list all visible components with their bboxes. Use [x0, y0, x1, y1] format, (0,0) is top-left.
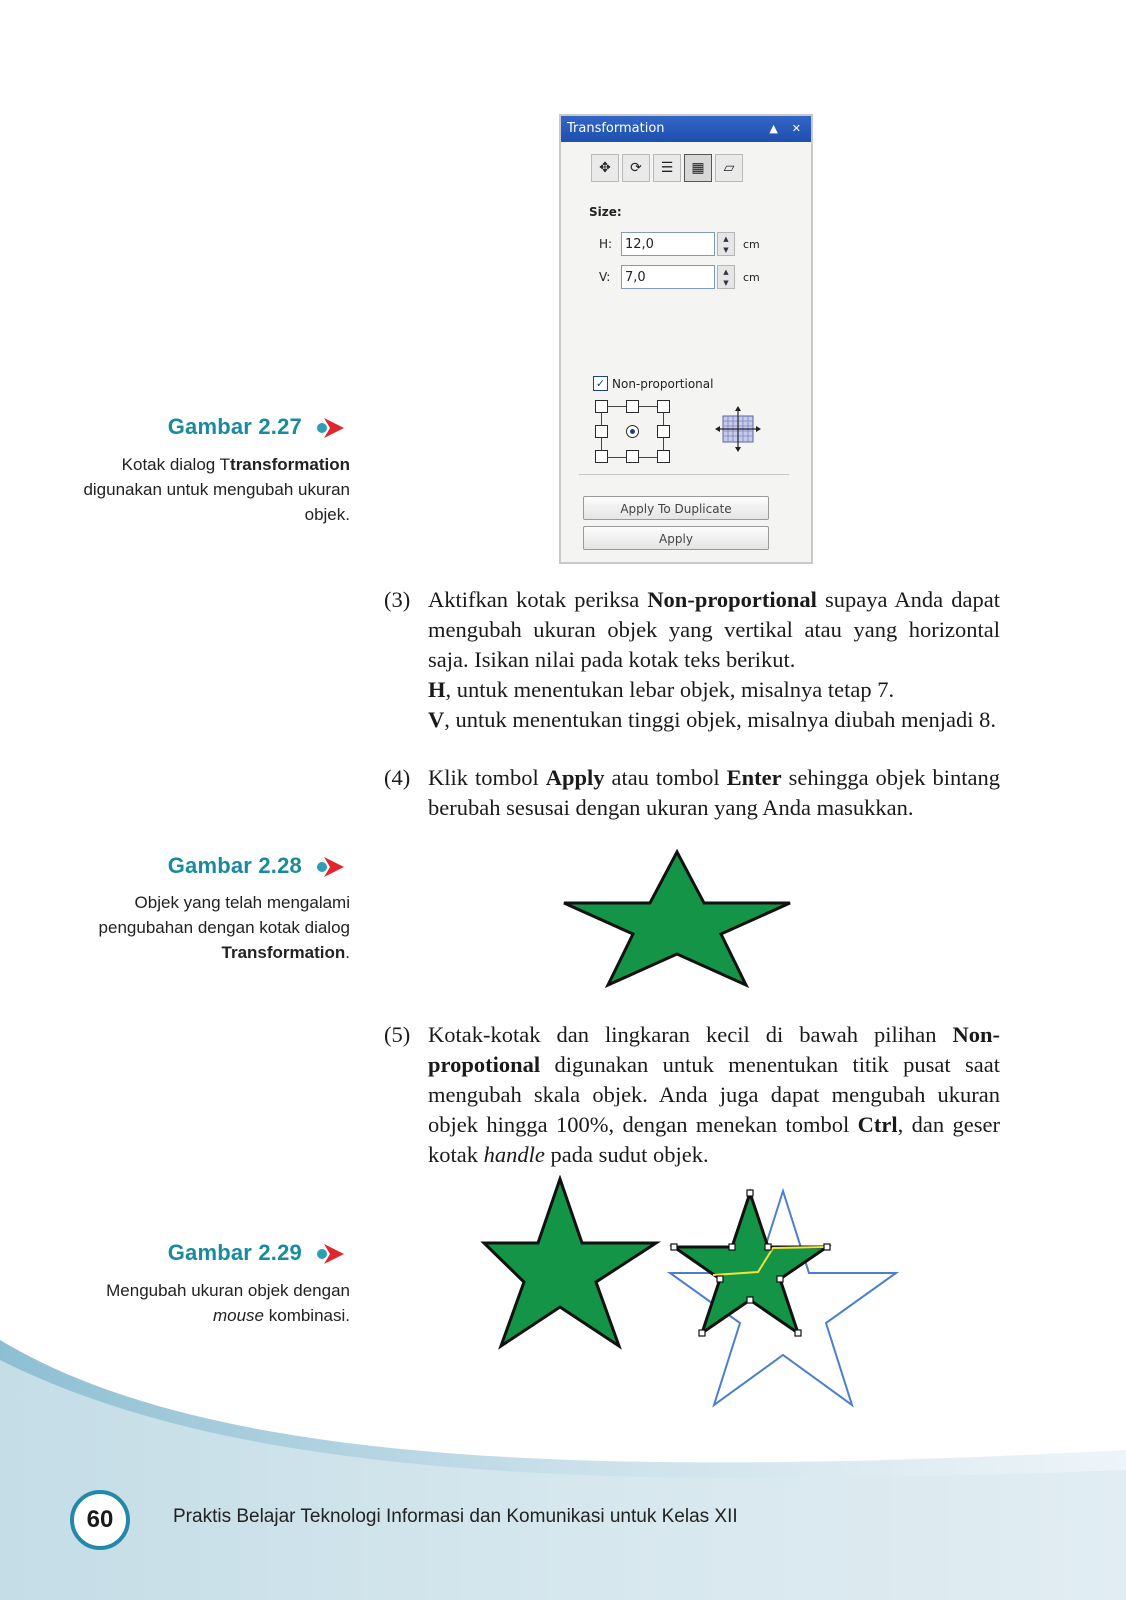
- v-spinner[interactable]: [717, 265, 735, 289]
- caption-arrow-icon: [314, 416, 346, 440]
- dialog-titlebar: [561, 116, 811, 142]
- transformation-dialog: [559, 114, 813, 564]
- handle[interactable]: [824, 1244, 830, 1250]
- figure-caption-text: Kotak dialog Ttransformation digunakan untuk mengubah ukuran objek.: [83, 455, 350, 524]
- position-icon[interactable]: ✥: [591, 154, 619, 182]
- handle[interactable]: [795, 1330, 801, 1336]
- collapse-icon[interactable]: ▲: [769, 122, 778, 135]
- handle[interactable]: [671, 1244, 677, 1250]
- h-unit: cm: [743, 237, 760, 251]
- size-icon[interactable]: ▦: [684, 154, 712, 182]
- dialog-title: Transformation: [567, 121, 665, 136]
- handle[interactable]: [777, 1276, 783, 1282]
- checkmark-icon[interactable]: ✓: [593, 376, 608, 391]
- handle[interactable]: [747, 1297, 753, 1303]
- h-input[interactable]: 12,0: [621, 232, 715, 256]
- caption-arrow-icon: [314, 1242, 346, 1266]
- handle[interactable]: [765, 1244, 771, 1250]
- figure-caption-title: Gambar 2.29: [167, 1240, 302, 1265]
- size-label: Size:: [589, 205, 622, 219]
- step-4: (4) Klik tombol Apply atau tombol Enter sehingga objek bintang berubah sesusai dengan ukuran yang Anda masukkan.: [384, 765, 1000, 820]
- scaled-star-shape: [674, 1193, 827, 1333]
- spin-up-icon[interactable]: ▲: [723, 234, 729, 243]
- spin-down-icon[interactable]: ▼: [723, 245, 729, 254]
- checkbox-label: Non-proportional: [612, 376, 714, 391]
- anchor-middle-right[interactable]: [657, 425, 670, 438]
- anchor-preview-icon: [715, 406, 761, 452]
- anchor-center[interactable]: [626, 425, 639, 438]
- resized-star-figure: [560, 848, 810, 988]
- spin-down-icon[interactable]: ▼: [723, 278, 729, 287]
- non-proportional-checkbox[interactable]: [593, 376, 713, 391]
- anchor-top-left[interactable]: [595, 400, 608, 413]
- figure-caption-title: Gambar 2.28: [167, 853, 302, 878]
- h-label: H:: [599, 237, 613, 251]
- anchor-bottom-center[interactable]: [626, 450, 639, 463]
- mouse-resize-figure: [480, 1175, 910, 1415]
- handle[interactable]: [729, 1244, 735, 1250]
- step-number: (3): [384, 587, 411, 612]
- anchor-middle-left[interactable]: [595, 425, 608, 438]
- apply-button[interactable]: Apply: [583, 526, 769, 550]
- step-number: (5): [384, 1022, 411, 1047]
- step-3: (3) Aktifkan kotak periksa Non-proportional supaya Anda dapat mengubah ukuran objek yang vertikal atau yang horizontal saja. Isikan nilai pada kotak teks berikut. H, untuk menentukan lebar objek, misalnya tetap 7. V, untuk menentukan tinggi objek, misalnya diubah menjadi 8.: [384, 587, 1000, 732]
- spin-up-icon[interactable]: ▲: [723, 267, 729, 276]
- handle[interactable]: [699, 1330, 705, 1336]
- anchor-bottom-right[interactable]: [657, 450, 670, 463]
- star-shape: [564, 852, 790, 985]
- caption-arrow-icon: [314, 855, 346, 879]
- figure-caption-title: Gambar 2.27: [167, 414, 302, 439]
- skew-icon[interactable]: ▱: [715, 154, 743, 182]
- scale-mirror-icon[interactable]: ☰: [653, 154, 681, 182]
- v-unit: cm: [743, 270, 760, 284]
- h-row: [599, 232, 760, 256]
- figure-caption-text: Mengubah ukuran objek dengan mouse kombinasi.: [106, 1281, 350, 1325]
- v-row: [599, 265, 760, 289]
- figure-caption-text: Objek yang telah mengalami pengubahan dengan kotak dialog Transformation.: [98, 893, 350, 962]
- page-number: 60: [70, 1490, 130, 1550]
- footer-book-title: Praktis Belajar Teknologi Informasi dan Komunikasi untuk Kelas XII: [173, 1506, 738, 1527]
- step-5: (5) Kotak-kotak dan lingkaran kecil di bawah pilihan Non-propotional digunakan untuk menentukan titik pusat saat mengubah skala objek. Anda juga dapat mengubah ukuran objek hingga 100%, dengan menekan tombol Ctrl, dan geser kotak handle pada sudut objek.: [384, 1022, 1000, 1167]
- anchor-top-right[interactable]: [657, 400, 670, 413]
- v-input[interactable]: 7,0: [621, 265, 715, 289]
- anchor-top-center[interactable]: [626, 400, 639, 413]
- handle[interactable]: [717, 1276, 723, 1282]
- anchor-bottom-left[interactable]: [595, 450, 608, 463]
- h-spinner[interactable]: [717, 232, 735, 256]
- handle[interactable]: [747, 1190, 753, 1196]
- original-star-shape: [484, 1179, 656, 1346]
- anchor-point-selector: [595, 400, 675, 464]
- close-icon[interactable]: ✕: [791, 122, 801, 135]
- v-label: V:: [599, 270, 611, 284]
- apply-to-duplicate-button[interactable]: Apply To Duplicate: [583, 496, 769, 520]
- step-number: (4): [384, 765, 411, 790]
- rotate-icon[interactable]: ⟳: [622, 154, 650, 182]
- separator: [579, 474, 789, 475]
- transform-toolbar: [591, 154, 743, 182]
